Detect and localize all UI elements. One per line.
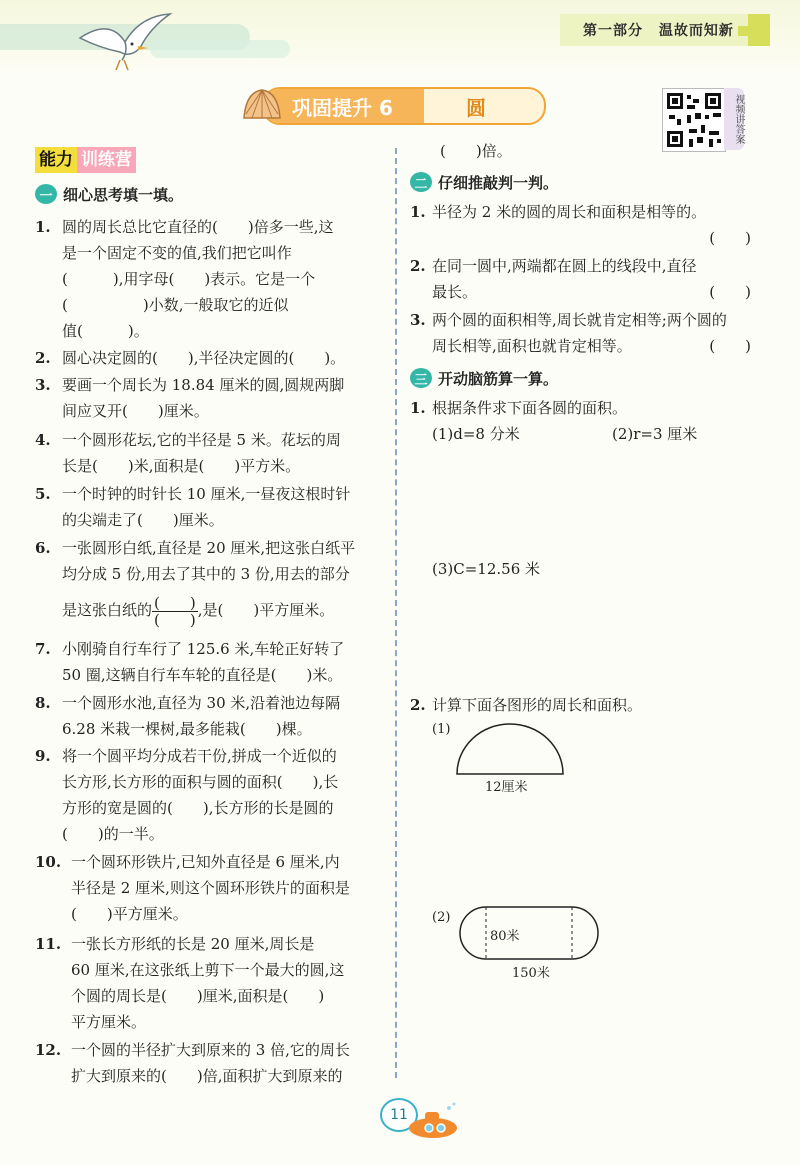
question-line: 50 圈,这辆自行车车轮的直径是( )米。	[62, 666, 343, 684]
question-number: 9.	[35, 747, 51, 765]
judge-item	[410, 199, 755, 251]
judge-answer-blank[interactable]: ( )	[709, 283, 751, 301]
question-line: 圆心决定圆的( ),半径决定圆的( )。	[62, 349, 346, 367]
question-line: ( )小数,一般取它的近似	[62, 296, 289, 314]
question-line: 最长。	[432, 283, 478, 301]
question-number: 4.	[35, 431, 51, 449]
section-number: 二	[410, 172, 432, 192]
question-line: 间应叉开( )厘米。	[62, 402, 209, 420]
question-line: 在同一圆中,两端都在圆上的线段中,直径	[432, 257, 697, 275]
seagull-icon	[70, 8, 180, 74]
fraction-blank	[152, 595, 198, 628]
calc-sub-c: (3)C=12.56 米	[432, 560, 541, 578]
question-line: 圆的周长总比它直径的( )倍多一些,这	[62, 218, 334, 236]
question-number: 3.	[35, 376, 51, 394]
figure-2-label: 150米	[512, 966, 550, 981]
question-line: 两个圆的面积相等,周长就肯定相等;两个圆的	[432, 311, 727, 329]
question-item	[35, 849, 390, 927]
qr-caption: 视频讲答案	[724, 88, 744, 150]
section-title: 细心思考填一填。	[63, 185, 184, 204]
question-line: ( ),用字母( )表示。它是一个	[62, 270, 316, 288]
judge-item	[410, 307, 755, 359]
question-number: 11.	[35, 935, 62, 953]
section-heading	[410, 366, 558, 390]
figure-1-tag: (1)	[432, 722, 451, 737]
question-line: 6.28 米栽一棵树,最多能栽( )棵。	[62, 720, 312, 738]
question-line: 一个时钟的时针长 10 厘米,一昼夜这根时针	[62, 485, 351, 503]
question-line: 半径为 2 米的圆的周长和面积是相等的。	[432, 203, 707, 221]
stadium-figure	[458, 905, 600, 961]
figure-2-tag: (2)	[432, 910, 451, 925]
question-line: 一张圆形白纸,直径是 20 厘米,把这张白纸平	[62, 539, 356, 557]
skill-badge	[35, 147, 163, 173]
section-number: 三	[410, 368, 432, 388]
question-number: 1.	[410, 203, 426, 221]
question-number: 12.	[35, 1041, 62, 1059]
question-line: 长是( )米,面积是( )平方米。	[62, 457, 301, 475]
semicircle-figure	[455, 722, 565, 777]
question-number: 2.	[410, 257, 426, 275]
fraction-suffix: ,是( )平方厘米。	[197, 601, 335, 619]
judge-answer-blank[interactable]: ( )	[709, 337, 751, 355]
question-line: 一张长方形纸的长是 20 厘米,周长是	[71, 935, 315, 953]
question-line: 方形的宽是圆的( ),长方形的长是圆的	[62, 799, 334, 817]
question-line: 要画一个周长为 18.84 厘米的圆,圆规两脚	[62, 376, 345, 394]
fraction-prefix: 是这张白纸的	[62, 601, 153, 619]
question-number: 6.	[35, 539, 51, 557]
section-heading	[35, 182, 183, 206]
question-line: 一个圆的半径扩大到原来的 3 倍,它的周长	[71, 1041, 350, 1059]
question-line: 个圆的周长是( )厘米,面积是( )	[71, 987, 325, 1005]
question-line: 半径是 2 厘米,则这个圆环形铁片的面积是	[71, 879, 350, 897]
question-item	[35, 636, 390, 688]
question-item	[35, 931, 390, 1035]
question-item	[35, 481, 390, 533]
question-line: 平方厘米。	[71, 1013, 147, 1031]
section-title: 仔细推敲判一判。	[438, 173, 559, 192]
section-number: 一	[35, 184, 57, 204]
column-divider	[395, 148, 397, 1078]
submarine-icon	[403, 1102, 461, 1140]
lesson-title: 巩固提升 6	[292, 96, 393, 120]
question-number: 8.	[35, 694, 51, 712]
question-line: 一个圆形水池,直径为 30 米,沿着池边每隔	[62, 694, 341, 712]
question-number: 7.	[35, 640, 51, 658]
question-item	[35, 214, 390, 344]
question-item	[35, 427, 390, 479]
question-line: 值( )。	[62, 322, 149, 340]
question-number: 10.	[35, 853, 62, 871]
question-line: 均分成 5 份,用去了其中的 3 份,用去的部分	[62, 565, 350, 583]
judge-item	[410, 253, 755, 305]
question-line: 一个圆形花坛,它的半径是 5 米。花坛的周	[62, 431, 341, 449]
question-line: 是一个固定不变的值,我们把它叫作	[62, 244, 292, 262]
figure-1-label: 12厘米	[485, 780, 528, 795]
section-heading	[410, 170, 558, 194]
question-line: ( )的一半。	[62, 825, 164, 843]
lesson-topic: 圆	[466, 96, 486, 120]
question-number: 5.	[35, 485, 51, 503]
page-number: 11	[380, 1098, 418, 1132]
question-item	[35, 1037, 390, 1089]
question-item	[35, 535, 390, 628]
part-name: 第一部分	[583, 23, 643, 39]
calc-item: 2. 计算下面各图形的周长和面积。	[410, 692, 755, 718]
calc-item: 1. 根据条件求下面各圆的面积。	[410, 395, 755, 421]
part-label	[583, 20, 744, 40]
question-line: 长方形,长方形的面积与圆的面积( ),长	[62, 773, 339, 791]
question-line-fraction	[62, 593, 390, 628]
question-number: 2.	[35, 349, 51, 367]
question-line: 根据条件求下面各圆的面积。	[432, 399, 628, 417]
section-title: 开动脑筋算一算。	[438, 369, 559, 388]
fraction-denominator: ( )	[154, 610, 196, 629]
badge-part-b: 训练营	[77, 147, 136, 173]
shell-icon	[240, 86, 284, 124]
question-line: 60 厘米,在这张纸上剪下一个最大的圆,这	[71, 961, 345, 979]
question-line: 周长相等,面积也就肯定相等。	[432, 337, 632, 355]
qr-code-icon[interactable]	[662, 88, 726, 152]
question-item	[35, 345, 390, 371]
calc-sub-b: (2)r=3 厘米	[612, 425, 698, 443]
judge-answer-blank[interactable]: ( )	[709, 229, 751, 247]
question-item	[35, 372, 390, 424]
question-line: 扩大到原来的( )倍,面积扩大到原来的	[71, 1067, 343, 1085]
question-line: 一个圆环形铁片,已知外直径是 6 厘米,内	[71, 853, 340, 871]
question-item	[35, 690, 390, 742]
question-item	[35, 743, 390, 847]
question-line: 小刚骑自行车行了 125.6 米,车轮正好转了	[62, 640, 345, 658]
calc-sub-a: (1)d=8 分米	[432, 425, 520, 443]
carry-over-line: ( )倍。	[440, 142, 512, 160]
figure-2-inner-label: 80米	[490, 929, 520, 944]
part-section: 温故而知新	[658, 23, 734, 39]
fraction-numerator: ( )	[154, 593, 196, 612]
question-line: 计算下面各图形的周长和面积。	[432, 696, 643, 714]
badge-part-a: 能力	[35, 147, 77, 173]
question-number: 1.	[35, 218, 51, 236]
question-number: 3.	[410, 311, 426, 329]
question-line: 将一个圆平均分成若干份,拼成一个近似的	[62, 747, 337, 765]
question-line: 的尖端走了( )厘米。	[62, 511, 224, 529]
question-line: ( )平方厘米。	[71, 905, 188, 923]
